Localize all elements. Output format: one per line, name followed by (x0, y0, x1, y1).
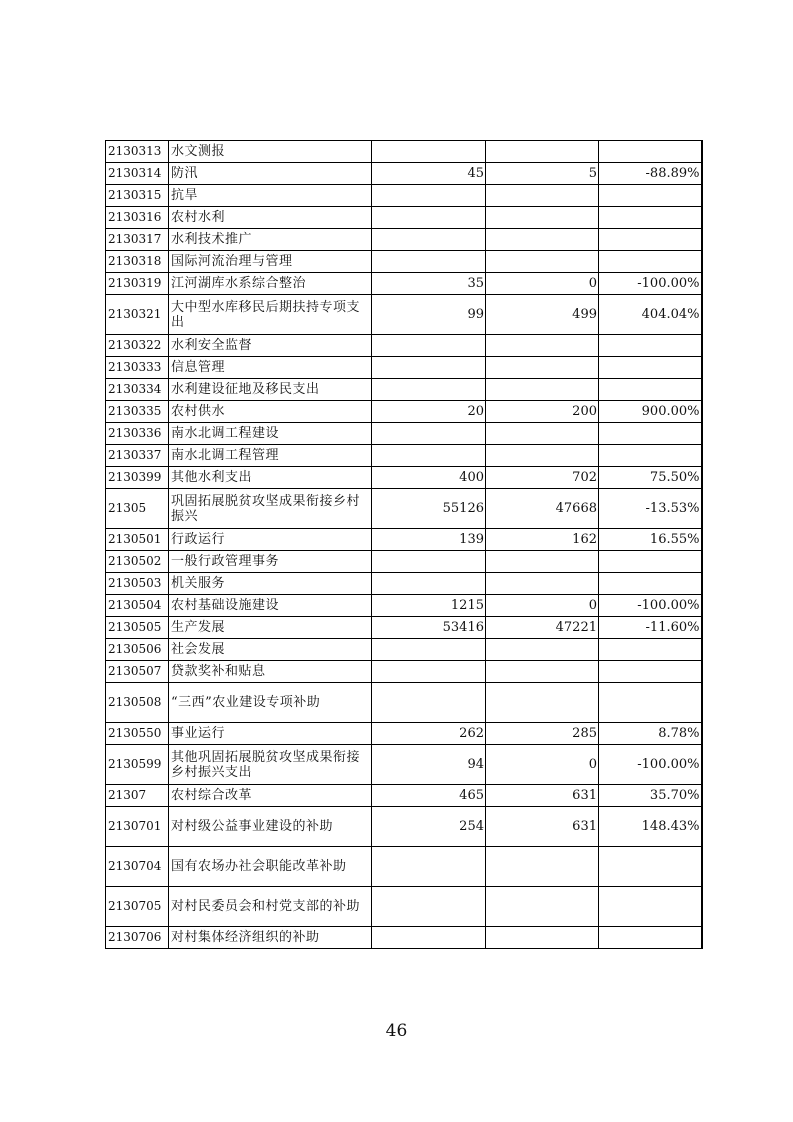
table-row (106, 357, 702, 379)
change-rate-cell: 75.50% (599, 467, 702, 489)
account-code-cell: 2130313 (106, 141, 169, 163)
account-name-cell: 国际河流治理与管理 (169, 251, 372, 273)
account-name-cell: 机关服务 (169, 573, 372, 595)
value-1-cell (372, 251, 486, 273)
table-row (106, 683, 702, 723)
change-rate-cell: 8.78% (599, 723, 702, 745)
table-row (106, 401, 702, 423)
account-name-cell: 行政运行 (169, 529, 372, 551)
change-rate-cell (599, 357, 702, 379)
table-row (106, 467, 702, 489)
value-1-cell: 53416 (372, 617, 486, 639)
account-code-cell: 2130704 (106, 847, 169, 887)
value-2-cell: 200 (486, 401, 599, 423)
account-code-cell: 2130506 (106, 639, 169, 661)
account-code-cell: 2130321 (106, 295, 169, 335)
change-rate-cell: 35.70% (599, 785, 702, 807)
change-rate-cell (599, 573, 702, 595)
value-1-cell (372, 551, 486, 573)
value-2-cell (486, 357, 599, 379)
account-code-cell: 2130505 (106, 617, 169, 639)
value-2-cell: 0 (486, 745, 599, 785)
value-1-cell: 45 (372, 163, 486, 185)
value-2-cell (486, 887, 599, 927)
value-2-cell (486, 847, 599, 887)
table-row (106, 229, 702, 251)
value-1-cell (372, 423, 486, 445)
account-name-cell: 对村民委员会和村党支部的补助 (169, 887, 372, 927)
account-name-cell: 一般行政管理事务 (169, 551, 372, 573)
account-code-cell: 2130507 (106, 661, 169, 683)
account-name-cell: 水利技术推广 (169, 229, 372, 251)
change-rate-cell: 404.04% (599, 295, 702, 335)
table-row (106, 445, 702, 467)
value-1-cell: 139 (372, 529, 486, 551)
table-row (106, 185, 702, 207)
value-2-cell: 499 (486, 295, 599, 335)
account-name-cell: 水利安全监督 (169, 335, 372, 357)
account-code-cell: 2130317 (106, 229, 169, 251)
account-name-cell: 社会发展 (169, 639, 372, 661)
table-row (106, 639, 702, 661)
value-2-cell (486, 661, 599, 683)
table-row (106, 335, 702, 357)
value-2-cell (486, 185, 599, 207)
table-row (106, 207, 702, 229)
table-row (106, 847, 702, 887)
account-name-cell: 防汛 (169, 163, 372, 185)
value-2-cell (486, 229, 599, 251)
table-row (106, 661, 702, 683)
account-name-cell: 对村集体经济组织的补助 (169, 927, 372, 949)
account-name-cell: 南水北调工程建设 (169, 423, 372, 445)
value-1-cell: 465 (372, 785, 486, 807)
account-code-cell: 2130316 (106, 207, 169, 229)
account-code-cell: 2130335 (106, 401, 169, 423)
table-row (106, 595, 702, 617)
change-rate-cell (599, 251, 702, 273)
change-rate-cell (599, 229, 702, 251)
account-code-cell: 2130503 (106, 573, 169, 595)
account-name-cell: 信息管理 (169, 357, 372, 379)
change-rate-cell: -88.89% (599, 163, 702, 185)
budget-table-body (106, 141, 702, 949)
table-row (106, 617, 702, 639)
value-2-cell (486, 683, 599, 723)
change-rate-cell (599, 661, 702, 683)
account-name-cell: 农村基础设施建设 (169, 595, 372, 617)
change-rate-cell (599, 683, 702, 723)
change-rate-cell: 148.43% (599, 807, 702, 847)
account-code-cell: 2130337 (106, 445, 169, 467)
value-1-cell (372, 185, 486, 207)
page-number: 46 (385, 1021, 408, 1041)
account-code-cell: 2130315 (106, 185, 169, 207)
table-row (106, 141, 702, 163)
value-2-cell (486, 551, 599, 573)
account-name-cell: 巩固拓展脱贫攻坚成果衔接乡村振兴 (169, 489, 372, 529)
value-1-cell: 99 (372, 295, 486, 335)
value-2-cell: 631 (486, 785, 599, 807)
account-name-cell: 事业运行 (169, 723, 372, 745)
value-1-cell (372, 335, 486, 357)
account-code-cell: 2130599 (106, 745, 169, 785)
account-name-cell: 大中型水库移民后期扶持专项支出 (169, 295, 372, 335)
account-code-cell: 2130706 (106, 927, 169, 949)
value-1-cell: 94 (372, 745, 486, 785)
table-row (106, 807, 702, 847)
value-1-cell (372, 927, 486, 949)
change-rate-cell: -100.00% (599, 595, 702, 617)
value-2-cell: 702 (486, 467, 599, 489)
account-code-cell: 2130322 (106, 335, 169, 357)
budget-table-container (105, 140, 701, 949)
change-rate-cell (599, 551, 702, 573)
change-rate-cell: -13.53% (599, 489, 702, 529)
table-row (106, 251, 702, 273)
value-2-cell (486, 251, 599, 273)
value-2-cell: 162 (486, 529, 599, 551)
account-code-cell: 21307 (106, 785, 169, 807)
table-row (106, 489, 702, 529)
account-name-cell: 水文测报 (169, 141, 372, 163)
account-code-cell: 2130319 (106, 273, 169, 295)
value-2-cell (486, 927, 599, 949)
table-row (106, 423, 702, 445)
table-row (106, 295, 702, 335)
account-code-cell: 2130314 (106, 163, 169, 185)
change-rate-cell: -11.60% (599, 617, 702, 639)
account-name-cell: 农村水利 (169, 207, 372, 229)
value-1-cell (372, 847, 486, 887)
table-row (106, 163, 702, 185)
value-2-cell: 631 (486, 807, 599, 847)
account-name-cell: 水利建设征地及移民支出 (169, 379, 372, 401)
table-row (106, 927, 702, 949)
account-code-cell: 2130318 (106, 251, 169, 273)
account-code-cell: 2130701 (106, 807, 169, 847)
account-code-cell: 2130334 (106, 379, 169, 401)
value-1-cell: 400 (372, 467, 486, 489)
value-1-cell: 35 (372, 273, 486, 295)
account-code-cell: 2130550 (106, 723, 169, 745)
account-name-cell: 农村综合改革 (169, 785, 372, 807)
value-1-cell: 254 (372, 807, 486, 847)
account-code-cell: 2130502 (106, 551, 169, 573)
value-1-cell (372, 207, 486, 229)
value-2-cell (486, 141, 599, 163)
table-row (106, 887, 702, 927)
change-rate-cell: 16.55% (599, 529, 702, 551)
value-2-cell (486, 573, 599, 595)
account-name-cell: 其他巩固拓展脱贫攻坚成果衔接乡村振兴支出 (169, 745, 372, 785)
value-2-cell: 47221 (486, 617, 599, 639)
change-rate-cell: 900.00% (599, 401, 702, 423)
table-row (106, 529, 702, 551)
change-rate-cell (599, 639, 702, 661)
value-1-cell: 1215 (372, 595, 486, 617)
change-rate-cell: -100.00% (599, 273, 702, 295)
account-name-cell: 抗旱 (169, 185, 372, 207)
value-2-cell (486, 207, 599, 229)
change-rate-cell (599, 335, 702, 357)
table-row (106, 379, 702, 401)
value-2-cell: 0 (486, 273, 599, 295)
change-rate-cell (599, 185, 702, 207)
account-code-cell: 2130508 (106, 683, 169, 723)
table-row (106, 551, 702, 573)
account-name-cell: 农村供水 (169, 401, 372, 423)
value-1-cell (372, 683, 486, 723)
change-rate-cell (599, 141, 702, 163)
change-rate-cell (599, 887, 702, 927)
table-row (106, 723, 702, 745)
change-rate-cell (599, 847, 702, 887)
account-name-cell: 其他水利支出 (169, 467, 372, 489)
account-code-cell: 2130399 (106, 467, 169, 489)
account-name-cell: 国有农场办社会职能改革补助 (169, 847, 372, 887)
change-rate-cell: -100.00% (599, 745, 702, 785)
account-name-cell: 对村级公益事业建设的补助 (169, 807, 372, 847)
change-rate-cell (599, 423, 702, 445)
value-1-cell (372, 639, 486, 661)
value-1-cell: 262 (372, 723, 486, 745)
account-code-cell: 2130504 (106, 595, 169, 617)
change-rate-cell (599, 379, 702, 401)
budget-table (105, 140, 703, 949)
value-2-cell: 0 (486, 595, 599, 617)
change-rate-cell (599, 445, 702, 467)
value-2-cell (486, 423, 599, 445)
change-rate-cell (599, 927, 702, 949)
value-2-cell: 5 (486, 163, 599, 185)
table-row (106, 785, 702, 807)
account-code-cell: 21305 (106, 489, 169, 529)
table-row (106, 273, 702, 295)
value-1-cell (372, 445, 486, 467)
value-1-cell (372, 573, 486, 595)
account-code-cell: 2130333 (106, 357, 169, 379)
value-1-cell (372, 379, 486, 401)
account-name-cell: 南水北调工程管理 (169, 445, 372, 467)
value-1-cell (372, 661, 486, 683)
account-name-cell: 生产发展 (169, 617, 372, 639)
value-2-cell (486, 379, 599, 401)
value-2-cell: 47668 (486, 489, 599, 529)
account-code-cell: 2130336 (106, 423, 169, 445)
account-name-cell: “三西”农业建设专项补助 (169, 683, 372, 723)
value-2-cell (486, 335, 599, 357)
change-rate-cell (599, 207, 702, 229)
account-name-cell: 贷款奖补和贴息 (169, 661, 372, 683)
value-2-cell: 285 (486, 723, 599, 745)
value-2-cell (486, 639, 599, 661)
account-name-cell: 江河湖库水系综合整治 (169, 273, 372, 295)
value-1-cell: 20 (372, 401, 486, 423)
account-code-cell: 2130501 (106, 529, 169, 551)
value-1-cell (372, 887, 486, 927)
value-1-cell: 55126 (372, 489, 486, 529)
account-code-cell: 2130705 (106, 887, 169, 927)
value-2-cell (486, 445, 599, 467)
value-1-cell (372, 229, 486, 251)
table-row (106, 745, 702, 785)
table-row (106, 573, 702, 595)
value-1-cell (372, 357, 486, 379)
value-1-cell (372, 141, 486, 163)
